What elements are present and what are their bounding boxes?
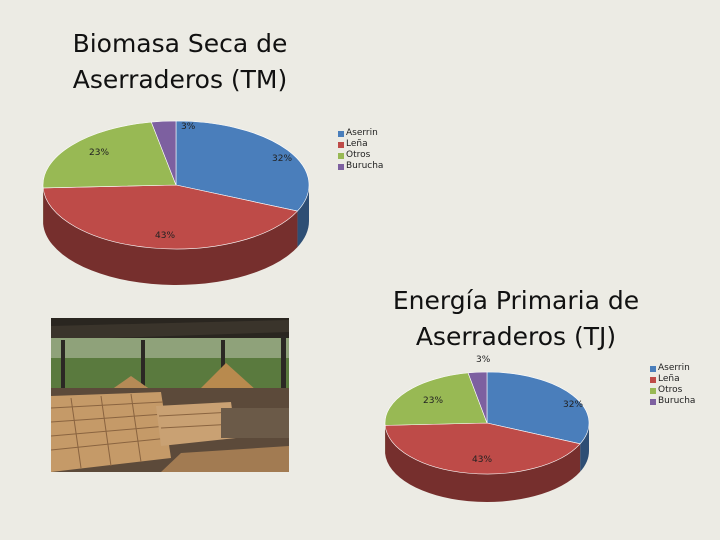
legend-swatch [338, 153, 344, 159]
legend-swatch [650, 399, 656, 405]
legend-label: Burucha [346, 161, 384, 171]
legend-label: Otros [346, 150, 371, 160]
legend-label: Burucha [658, 396, 696, 406]
legend-label: Otros [658, 385, 683, 395]
legend-swatch [650, 377, 656, 383]
legend-swatch [338, 131, 344, 137]
legend-swatch [650, 366, 656, 372]
chart1-legend-item-burucha [338, 161, 383, 172]
chart2-legend [650, 363, 695, 407]
lumber-yard-photo [51, 318, 289, 472]
legend-label: Aserrin [658, 363, 690, 373]
chart1-title-line1: Biomasa Seca de [72, 29, 288, 58]
chart2-legend-item-burucha [650, 396, 695, 407]
legend-label: Aserrin [346, 128, 378, 138]
chart2-legend-item-leña [650, 374, 695, 385]
legend-swatch [338, 164, 344, 170]
chart2-title-line2: Aserraderos (TJ) [415, 322, 617, 351]
legend-label: Leña [346, 139, 368, 149]
chart2-value-label-aserrin: 32% [563, 400, 584, 410]
chart1-legend [338, 128, 383, 172]
chart1-legend-item-otros [338, 150, 383, 161]
chart2-legend-item-aserrin [650, 363, 695, 374]
chart2-title-line1: Energía Primaria de [392, 286, 640, 315]
chart1-legend-item-leña [338, 139, 383, 150]
chart1-value-label-otros: 23% [89, 148, 110, 158]
legend-swatch [650, 388, 656, 394]
chart2-value-label-burucha: 3% [476, 355, 491, 365]
chart1-title-line2: Aserraderos (TM) [72, 65, 288, 94]
chart2-value-label-otros: 23% [423, 396, 444, 406]
legend-swatch [338, 142, 344, 148]
chart1-legend-item-aserrin [338, 128, 383, 139]
chart1-value-label-leña: 43% [155, 231, 176, 241]
legend-label: Leña [658, 374, 680, 384]
chart1-value-label-aserrin: 32% [272, 154, 293, 164]
chart2-value-label-leña: 43% [472, 455, 493, 465]
chart1-value-label-burucha: 3% [181, 122, 196, 132]
chart2-legend-item-otros [650, 385, 695, 396]
